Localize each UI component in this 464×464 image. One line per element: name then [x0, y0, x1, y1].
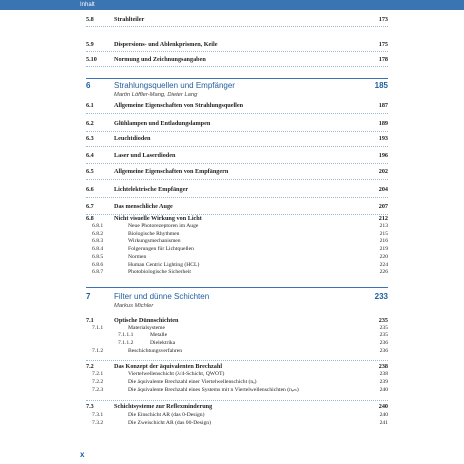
entry-title: Biologische Rhythmen: [128, 230, 180, 237]
entry-number: 6.7: [86, 203, 94, 210]
entry-page: 236: [379, 348, 388, 354]
entry-number: 5.9: [86, 41, 94, 48]
entry-page: 189: [378, 120, 388, 127]
entry-title: Schichtsysteme zur Reflexminderung: [114, 403, 213, 410]
divider-line: [86, 113, 388, 114]
entry-title: Laser und Laserdioden: [114, 152, 176, 159]
divider-line: [86, 163, 388, 164]
toc-entry: [0, 385, 464, 395]
chapter-authors: Markus Michler: [114, 303, 154, 309]
divider-line: [86, 360, 388, 361]
entry-title: Die äquivalente Brechzahl einer Viertelwellenschicht (nₑ): [128, 379, 257, 385]
entry-number: 7.2.3: [92, 387, 104, 393]
toc-entry: [0, 101, 464, 111]
entry-page: 219: [379, 246, 388, 253]
divider-line: [86, 78, 388, 79]
entry-number: 7.1.2: [92, 348, 104, 354]
entry-page: 196: [378, 152, 388, 159]
entry-page: 240: [379, 387, 388, 393]
chapter-title: Strahlungsquellen und Empfänger: [114, 81, 235, 90]
toc-entry: [0, 15, 464, 25]
entry-title: Metalle: [150, 332, 168, 338]
entry-number: 6.8.2: [92, 230, 104, 237]
chapter-page: 185: [374, 81, 388, 90]
toc-entry: [0, 134, 464, 144]
toc-entry: [0, 346, 464, 356]
entry-number: 6.8.5: [92, 253, 104, 260]
divider-line: [86, 287, 388, 288]
divider-line: [86, 400, 388, 401]
entry-number: 5.8: [86, 16, 94, 23]
entry-number: 7.3: [86, 403, 94, 410]
entry-number: 7.2: [86, 363, 94, 370]
entry-number: 6.8.4: [92, 246, 104, 253]
entry-title: Das menschliche Auge: [114, 203, 173, 210]
entry-number: 6.8.3: [92, 238, 104, 245]
entry-page: 235: [379, 332, 388, 338]
toc-entry: [0, 167, 464, 177]
entry-number: 7.1.1: [92, 325, 104, 331]
toc-entry: [0, 202, 464, 212]
entry-number: 6.4: [86, 152, 94, 159]
toc-entry: [0, 40, 464, 50]
entry-number: 7.1.1.2: [118, 340, 134, 346]
entry-page: 241: [379, 420, 388, 426]
entry-title: Lichtelektrische Empfänger: [114, 186, 189, 193]
toc-entry: [0, 267, 464, 277]
entry-page: 226: [379, 269, 388, 276]
header-bar: [0, 0, 464, 10]
divider-line: [86, 26, 388, 27]
page-number: x: [80, 450, 85, 459]
chapter-number: 7: [86, 292, 91, 301]
entry-title: Leuchtdioden: [114, 135, 151, 142]
entry-title: Dispersions- und Ablenkprismen, Keile: [114, 41, 218, 48]
toc-entry: [0, 119, 464, 129]
entry-number: 6.8.7: [92, 269, 104, 276]
entry-page: 213: [379, 223, 388, 229]
entry-page: 238: [378, 363, 388, 370]
entry-number: 6.3: [86, 135, 94, 142]
entry-page: 202: [378, 168, 388, 175]
header-label: Inhalt: [80, 2, 95, 8]
divider-line: [86, 51, 388, 52]
entry-title: Allgemeine Eigenschaften von Strahlungsquellen: [114, 102, 244, 109]
divider-line: [86, 66, 388, 67]
entry-page: 236: [379, 340, 388, 346]
entry-page: 240: [378, 403, 388, 410]
divider-line: [86, 131, 388, 132]
entry-number: 6.6: [86, 186, 94, 193]
entry-title: Die Zweischicht AR (das 00-Design): [128, 420, 211, 426]
entry-number: 7.3.2: [92, 420, 104, 426]
entry-title: Die äquivalente Brechzahl eines Systems mit n Viertelwellenschichten (nₑₘ): [128, 387, 299, 393]
entry-title: Materialsysteme: [128, 325, 165, 331]
entry-number: 6.8: [86, 215, 94, 222]
entry-number: 7.3.1: [92, 412, 104, 418]
entry-title: Photobiologische Sicherheit: [128, 269, 191, 276]
entry-number: 6.8.6: [92, 261, 104, 268]
chapter-authors: Martin Löffler-Mang, Dieter Lang: [114, 92, 198, 98]
entry-page: 187: [378, 102, 388, 109]
entry-title: Dielektrika: [150, 340, 176, 346]
chapter-page: 233: [374, 292, 388, 301]
entry-page: 175: [378, 41, 388, 48]
entry-title: Glühlampen und Entladungslampen: [114, 120, 211, 127]
entry-page: 216: [379, 238, 388, 245]
entry-number: 7.2.1: [92, 371, 104, 377]
entry-number: 6.8.1: [92, 223, 104, 229]
entry-title: Normung und Zeichnungsangaben: [114, 56, 206, 63]
entry-number: 6.5: [86, 168, 94, 175]
toc-entry: [0, 418, 464, 428]
chapter-number: 6: [86, 81, 91, 90]
divider-line: [86, 179, 388, 180]
entry-title: Optische Dünnschichten: [114, 317, 179, 324]
entry-title: Nicht visuelle Wirkung von Licht: [114, 215, 202, 222]
entry-number: 7.1: [86, 317, 94, 324]
entry-title: Das Konzept der äquivalenten Brechzahl: [114, 363, 223, 370]
toc-entry: [0, 185, 464, 195]
entry-title: Viertelwellenschicht (λ/4-Schicht, QWOT): [128, 371, 225, 377]
entry-title: Folgerungen für Lichtquellen: [128, 246, 194, 253]
entry-title: Normen: [128, 253, 147, 260]
divider-line: [86, 197, 388, 198]
entry-page: 193: [378, 135, 388, 142]
entry-title: Neue Photorezeptoren im Auge: [128, 223, 199, 229]
entry-title: Human Centric Lighting (HCL): [128, 261, 200, 268]
entry-title: Allgemeine Eigenschaften von Empfängern: [114, 168, 229, 175]
entry-title: Strahlteiler: [114, 16, 145, 23]
entry-page: 224: [379, 261, 388, 268]
divider-line: [86, 146, 388, 147]
entry-page: 178: [378, 56, 388, 63]
entry-number: 7.1.1.1: [118, 332, 134, 338]
entry-number: 6.2: [86, 120, 94, 127]
toc-entry: [0, 151, 464, 161]
entry-number: 6.1: [86, 102, 94, 109]
entry-title: Beschichtungsverfahren: [128, 348, 183, 354]
entry-page: 240: [379, 412, 388, 418]
entry-page: 215: [379, 230, 388, 237]
entry-page: 220: [379, 253, 388, 260]
entry-title: Wirkungsmechanismen: [128, 238, 181, 245]
entry-page: 235: [379, 325, 388, 331]
entry-number: 7.2.2: [92, 379, 104, 385]
entry-title: Die Einschicht AR (das 0-Design): [128, 412, 205, 418]
entry-number: 5.10: [86, 56, 97, 63]
entry-page: 239: [379, 379, 388, 385]
entry-page: 235: [378, 317, 388, 324]
entry-page: 207: [378, 203, 388, 210]
entry-page: 212: [378, 215, 388, 222]
toc-entry: [0, 55, 464, 65]
entry-page: 238: [379, 371, 388, 377]
entry-page: 173: [378, 16, 388, 23]
chapter-title: Filter und dünne Schichten: [114, 292, 210, 301]
entry-page: 204: [378, 186, 388, 193]
